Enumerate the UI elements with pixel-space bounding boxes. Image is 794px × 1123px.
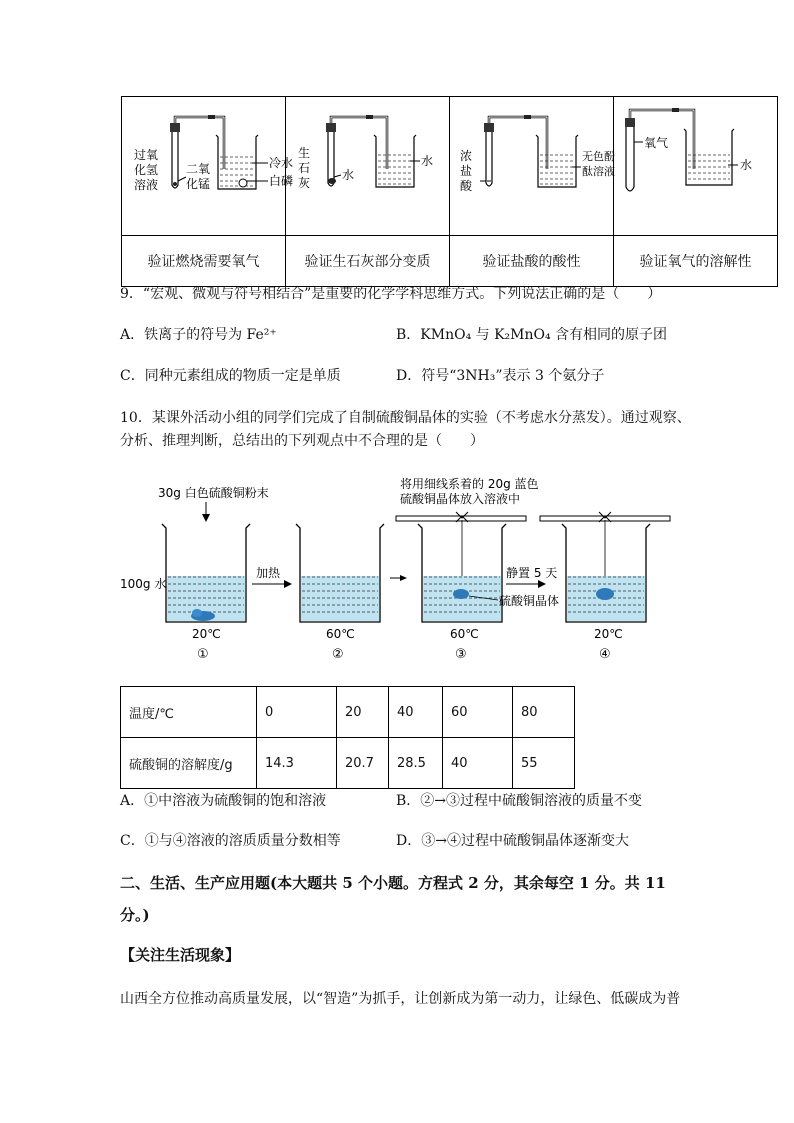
- label-quicklime-1: 生: [298, 146, 311, 160]
- label-phenolphthalein-2: 酞溶液: [582, 165, 615, 178]
- q10-option-d: D．③→④过程中硫酸铜晶体逐渐变大: [396, 833, 629, 849]
- label-conc-hcl-1: 浓: [460, 149, 473, 163]
- crystal-instruction-1: 将用细线系着的 20g 蓝色: [400, 477, 539, 491]
- num-4: ④: [599, 647, 611, 662]
- solubility-cell: 60: [443, 687, 513, 738]
- temp-4: 20℃: [594, 627, 623, 641]
- q9-option-a: A．铁离子的符号为 Fe²⁺: [120, 327, 277, 343]
- solubility-cell: 40: [389, 687, 443, 738]
- solubility-cell: 55: [513, 738, 575, 789]
- temp-1: 20℃: [192, 627, 221, 641]
- heat-label: 加热: [256, 566, 281, 580]
- solubility-header-temp: 温度/℃: [121, 687, 257, 738]
- label-water: 水: [740, 158, 753, 172]
- experiment-1-diagram: [122, 97, 294, 236]
- q10-stem-line1: 10．某课外活动小组的同学们完成了自制硫酸铜晶体的实验（不考虑水分蒸发）。通过观察、: [120, 410, 691, 426]
- solubility-cell: 14.3: [257, 738, 337, 789]
- crystal-instruction-2: 硫酸铜晶体放入溶液中: [400, 492, 521, 506]
- q10-stem-line2: 分析、推理判断，总结出的下列观点中不合理的是（ ）: [120, 433, 484, 449]
- label-white-phosphorus: 白磷: [269, 174, 294, 188]
- water-label: 100g 水: [120, 577, 167, 591]
- solubility-cell: 80: [513, 687, 575, 738]
- label-h2o2-2: 化氢: [134, 163, 159, 177]
- label-mno2-1: 二氧: [186, 162, 211, 176]
- section2-title-line1: 二、生活、生产应用题(本大题共 5 个小题。方程式 2 分，其余每空 1 分。共 11: [120, 874, 666, 892]
- label-phenolphthalein-1: 无色酚: [582, 150, 615, 163]
- q10-option-c: C．①与④溶液的溶质质量分数相等: [120, 833, 341, 849]
- q9-option-b: B．KMnO₄ 与 K₂MnO₄ 含有相同的原子团: [396, 327, 668, 343]
- label-mno2-2: 化锰: [186, 177, 211, 191]
- caption-3: 验证盐酸的酸性: [450, 236, 614, 287]
- q9-stem: 9．“宏观、微观与符号相结合”是重要的化学学科思维方式。下列说法正确的是（ ）: [120, 286, 662, 302]
- rest-label: 静置 5 天: [506, 566, 558, 580]
- q10-option-b: B．②→③过程中硫酸铜溶液的质量不变: [396, 793, 643, 809]
- label-quicklime-3: 灰: [298, 176, 311, 190]
- experiment-4-diagram: [614, 97, 778, 236]
- solubility-cell: 28.5: [389, 738, 443, 789]
- experiment-table: [121, 96, 778, 287]
- temp-3: 60℃: [450, 627, 479, 641]
- label-conc-hcl-3: 酸: [460, 179, 473, 193]
- label-quicklime-2: 石: [298, 161, 311, 175]
- solubility-header-value: 硫酸铜的溶解度/g: [121, 738, 257, 789]
- q9-option-c: C．同种元素组成的物质一定是单质: [120, 368, 341, 384]
- solubility-cell: 20.7: [337, 738, 389, 789]
- label-water-tube: 水: [342, 168, 355, 182]
- solubility-cell: 40: [443, 738, 513, 789]
- powder-label: 30g 白色硫酸铜粉末: [158, 486, 269, 500]
- solubility-cell: 0: [257, 687, 337, 738]
- label-h2o2-3: 溶液: [134, 178, 159, 192]
- experiment-2-diagram: [286, 97, 450, 236]
- section2-title-line2: 分。): [120, 906, 150, 924]
- label-oxygen: 氧气: [644, 136, 669, 150]
- experiment-3-diagram: [450, 97, 614, 236]
- section2-subheading: 【关注生活现象】: [120, 946, 241, 964]
- num-1: ①: [197, 647, 209, 662]
- solubility-cell: 20: [337, 687, 389, 738]
- label-cold-water: 冷水: [269, 156, 294, 170]
- section2-paragraph: 山西全方位推动高质量发展，以“智造”为抓手，让创新成为第一动力，让绿色、低碳成为普: [120, 991, 681, 1007]
- q9-option-d: D．符号“3NH₃”表示 3 个氨分子: [396, 368, 605, 384]
- solubility-table: [120, 686, 575, 789]
- label-conc-hcl-2: 盐: [460, 164, 473, 178]
- q10-option-a: A．①中溶液为硫酸铜的饱和溶液: [120, 793, 327, 809]
- caption-4: 验证氧气的溶解性: [614, 236, 778, 287]
- caption-2: 验证生石灰部分变质: [286, 236, 450, 287]
- num-3: ③: [455, 647, 467, 662]
- crystal-name-label: 硫酸铜晶体: [499, 594, 560, 608]
- label-water-beaker: 水: [421, 154, 434, 168]
- num-2: ②: [332, 647, 344, 662]
- temp-2: 60℃: [326, 627, 355, 641]
- caption-1: 验证燃烧需要氧气: [122, 236, 286, 287]
- label-h2o2-1: 过氧: [134, 148, 159, 162]
- copper-sulfate-diagram: [110, 470, 700, 670]
